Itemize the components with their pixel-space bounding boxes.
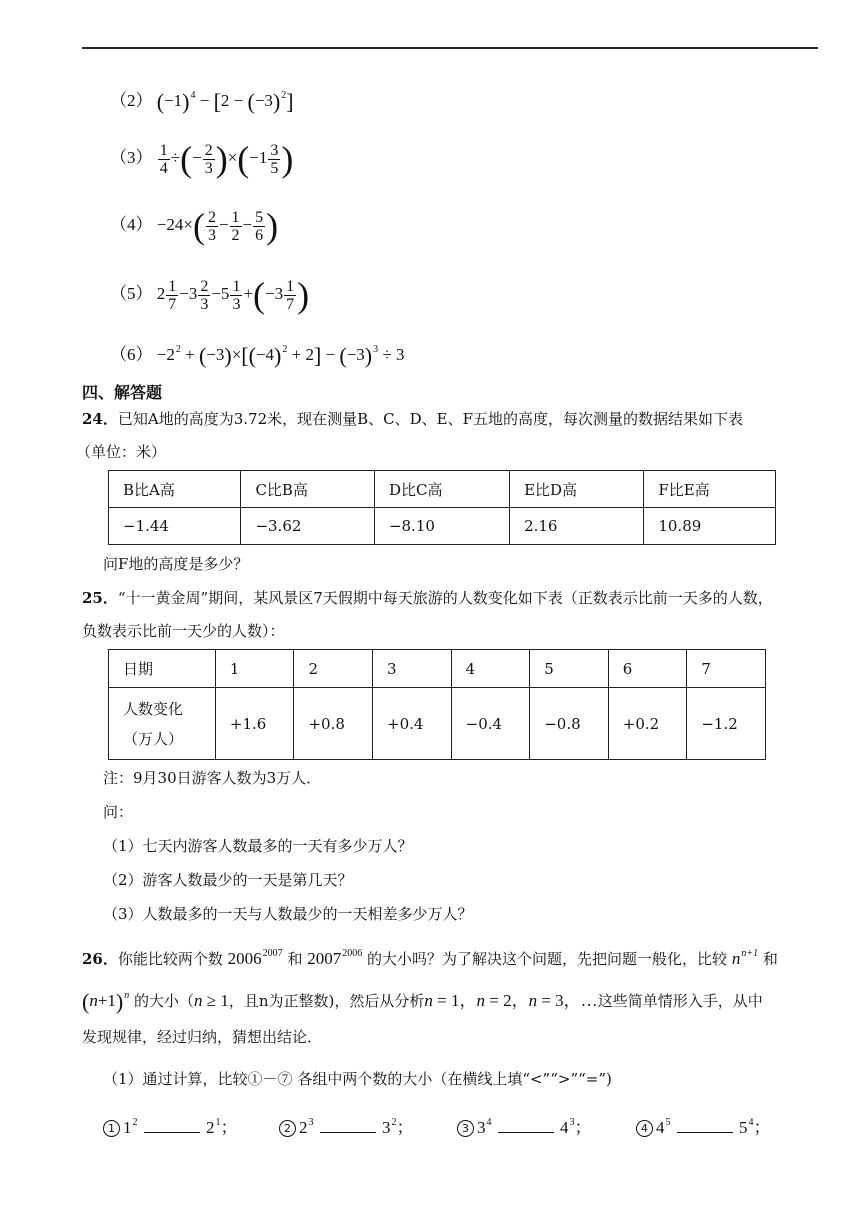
- table-cell: [109, 688, 216, 760]
- problem-2: [110, 86, 294, 115]
- question-number: 24．: [82, 410, 118, 428]
- table-cell: 2.16: [510, 508, 644, 545]
- q25-line2: 负数表示比前一天少的人数）：: [82, 622, 285, 640]
- q24-question: 问F地的高度是多少？: [103, 555, 249, 573]
- q25-ask: 问：: [103, 803, 134, 821]
- math-expression: −24×( $\frac{2}{3}$ − $\frac{1}{2}$ − $\frac{5}{6}$ ): [156, 206, 279, 246]
- q26-text: 的大小吗？为了解决这个问题，先把问题一般化，比较: [367, 950, 728, 968]
- q26-text: 的大小（: [134, 992, 195, 1010]
- table-cell: +1.6: [215, 688, 294, 760]
- table-cell: D比C高: [374, 471, 509, 508]
- compare-1: 1 $1^2$ $2^1$；: [103, 1113, 238, 1138]
- table-cell: −1.44: [109, 508, 241, 545]
- math-expression: 2 $\frac{1}{7}$ −3 $\frac{2}{3}$ −5 $\frac{1}{3}$ +(−3 $\frac{1}{7}$ ): [156, 275, 310, 315]
- circled-number: 4: [636, 1120, 653, 1137]
- table-cell: −3.62: [241, 508, 375, 545]
- q26-line1: [82, 944, 778, 969]
- circled-number: 1: [103, 1120, 120, 1137]
- q26-line3: 发现规律，经过归纳，猜想出结论．: [82, 1028, 323, 1046]
- math-2006: $2006^{2007}$: [227, 948, 283, 968]
- problem-label: （2）: [110, 91, 153, 110]
- table-cell: 7: [687, 650, 766, 688]
- q26-text: ，且n为正整数)，然后从分析: [228, 992, 425, 1010]
- q26-text: 和: [762, 950, 778, 968]
- table-cell: 3: [373, 650, 452, 688]
- answer-blank[interactable]: [677, 1118, 733, 1133]
- table-cell: 10.89: [644, 508, 776, 545]
- q24-table: [108, 470, 776, 545]
- math-n-pow: $n^{n+1}$: [731, 948, 759, 968]
- problem-label: （6）: [110, 345, 153, 364]
- table-cell: E比D高: [510, 471, 644, 508]
- problem-4: [110, 208, 278, 244]
- table-row: [109, 508, 776, 545]
- question-number: 26．: [82, 950, 118, 968]
- table-row: [109, 688, 766, 760]
- q24-text: 已知A地的高度为3.72米，现在测量B、C、D、E、F五地的高度，每次测量的数据结果如下表: [117, 410, 743, 428]
- table-cell: 4: [451, 650, 530, 688]
- math-2007: $2007^{2006}$: [307, 948, 363, 968]
- table-cell: −8.10: [374, 508, 509, 545]
- problem-6: [110, 340, 404, 369]
- table-cell: −0.4: [451, 688, 530, 760]
- q25-table: [108, 649, 766, 760]
- row-label: 人数变化: [123, 699, 184, 718]
- table-cell: +0.4: [373, 688, 452, 760]
- q26-line2: [82, 986, 763, 1015]
- q25-note: 注：9月30日游客人数为3万人．: [103, 769, 322, 787]
- table-cell: F比E高: [644, 471, 776, 508]
- q26-text: 你能比较两个数: [117, 950, 223, 968]
- q26-sub1: （1）通过计算，比较①－⑦ 各组中两个数的大小（在横线上填“<”“>”“=”): [103, 1070, 612, 1088]
- table-cell: 6: [608, 650, 687, 688]
- q25-line1: [82, 588, 773, 608]
- header-rule: [82, 47, 818, 49]
- answer-blank[interactable]: [498, 1118, 554, 1133]
- q24-line2: （单位：米）: [76, 443, 167, 461]
- table-cell: +0.8: [294, 688, 373, 760]
- table-cell: 5: [530, 650, 609, 688]
- q24-line1: [82, 409, 743, 429]
- row-label-unit: （万人）: [123, 729, 184, 748]
- q25-sub2: （2）游客人数最少的一天是第几天？: [103, 871, 353, 889]
- problem-label: （5）: [110, 283, 153, 303]
- table-cell: 1: [215, 650, 294, 688]
- table-cell: 日期: [109, 650, 216, 688]
- question-number: 25．: [82, 589, 118, 607]
- problem-5: [110, 277, 309, 313]
- math-n1-pow: $(n+1)^n$: [82, 989, 130, 1015]
- problem-3: [110, 141, 293, 177]
- table-cell: B比A高: [109, 471, 241, 508]
- q25-sub1: （1）七天内游客人数最多的一天有多少万人？: [103, 837, 413, 855]
- table-cell: C比B高: [241, 471, 375, 508]
- math-expression: $\frac{1}{4}$ ÷(− $\frac{2}{3}$ )×(−1 $\frac{3}{5}$ ): [159, 139, 294, 179]
- q25-sub3: （3）人数最多的一天与人数最少的一天相差多少万人？: [103, 905, 473, 923]
- table-header-row: [109, 650, 766, 688]
- math-cases: n = 1，n = 2，n = 3，…: [424, 991, 598, 1010]
- compare-3: 3 $3^4$ $4^3$；: [457, 1113, 592, 1138]
- circled-number: 3: [457, 1120, 474, 1137]
- compare-4: 4 $4^5$ $5^4$；: [636, 1113, 771, 1138]
- section-title: 四、解答题: [82, 383, 163, 402]
- circled-number: 2: [279, 1120, 296, 1137]
- problem-label: （3）: [110, 147, 153, 167]
- problem-label: （4）: [110, 214, 153, 234]
- table-header-row: [109, 471, 776, 508]
- math-expression: $-2^2 + (-3)\times[(-4)^2 + 2] - (-3)^3 \div 3$: [156, 343, 405, 369]
- table-cell: −1.2: [687, 688, 766, 760]
- math-cond: n ≥ 1: [194, 991, 229, 1010]
- answer-blank[interactable]: [144, 1118, 200, 1133]
- q25-text: “十一黄金周”期间，某风景区7天假期中每天旅游的人数变化如下表（正数表示比前一天多的人数，: [117, 589, 773, 607]
- q26-text: 这些简单情形入手，从中: [597, 992, 763, 1010]
- table-cell: 2: [294, 650, 373, 688]
- q26-text: 和: [287, 950, 303, 968]
- compare-2: 2 $2^3$ $3^2$；: [279, 1113, 414, 1138]
- answer-blank[interactable]: [320, 1118, 376, 1133]
- table-cell: +0.2: [608, 688, 687, 760]
- math-expression: $(-1)^4 - [2 - (-3)^2]$: [156, 89, 294, 115]
- table-cell: −0.8: [530, 688, 609, 760]
